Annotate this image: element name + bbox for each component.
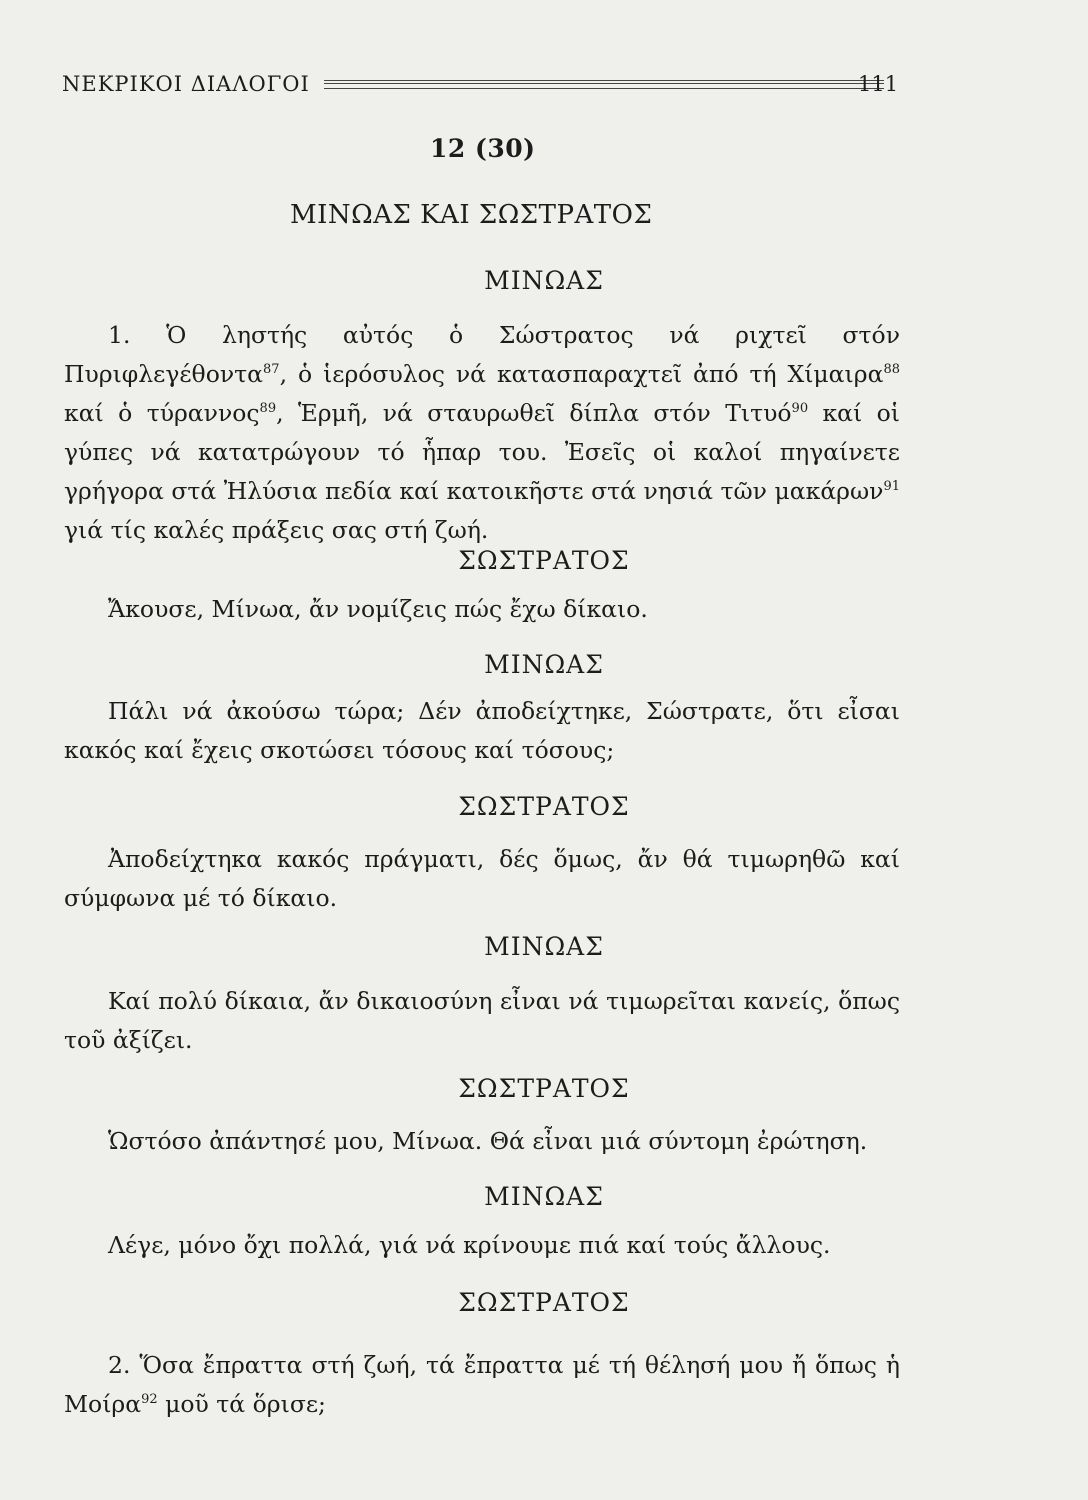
p1-text-4: , Ἑρμῆ, νά σταυρωθεῖ δίπλα στόν Τιτυό [276, 399, 792, 427]
paragraph-3 [64, 692, 900, 770]
p1-text-3: καί ὁ τύραννος [64, 399, 260, 427]
p8-text-2: μοῦ τά ὅρισε; [157, 1390, 326, 1418]
speaker-heading-minos: ΜΙΝΩΑΣ [484, 266, 604, 295]
p1-text-2: , ὁ ἱερόσυλος νά κατασπαραχτεῖ ἀπό τή Χίμαιρα [279, 360, 884, 388]
p2-text: Ἄκουσε, Μίνωα, ἄν νομίζεις πώς ἔχω δίκαιο. [108, 595, 648, 623]
p7-text: Λέγε, μόνο ὄχι πολλά, γιά νά κρίνουμε πιά καί τούς ἄλλους. [108, 1231, 831, 1259]
p5-text: Καί πολύ δίκαια, ἄν δικαιοσύνη εἶναι νά τιμωρεῖται κανείς, ὅπως τοῦ ἀξίζει. [64, 987, 900, 1054]
paragraph-6 [64, 1122, 900, 1161]
paragraph-1 [64, 316, 900, 550]
speaker-heading-sostratos: ΣΩΣΤΡΑΤΟΣ [458, 792, 630, 821]
speaker-heading-sostratos: ΣΩΣΤΡΑΤΟΣ [458, 546, 630, 575]
paragraph-7 [64, 1226, 900, 1265]
p4-text: Ἀποδείχτηκα κακός πράγματι, δές ὅμως, ἄν θά τιμωρηθῶ καί σύμφωνα μέ τό δίκαιο. [64, 845, 900, 912]
footnote-ref-91: 91 [883, 479, 900, 495]
speaker-heading-sostratos: ΣΩΣΤΡΑΤΟΣ [458, 1074, 630, 1103]
p1-text-1: 1. Ὁ ληστής αὐτός ὁ Σώστρατος νά ριχτεῖ στόν Πυριφλεγέθοντα [64, 321, 900, 388]
paragraph-2 [64, 590, 900, 629]
p1-text-6: γιά τίς καλές πράξεις σας στή ζωή. [64, 516, 489, 544]
paragraph-8 [64, 1346, 900, 1424]
page-number: 111 [858, 72, 899, 96]
p8-text-1: 2. Ὅσα ἔπραττα στή ζωή, τά ἔπραττα μέ τή θέλησή μου ἤ ὅπως ἡ Μοίρα [64, 1351, 900, 1418]
footnote-ref-92: 92 [141, 1392, 158, 1408]
footnote-ref-89: 89 [259, 401, 277, 417]
dialogue-title: ΜΙΝΩΑΣ ΚΑΙ ΣΩΣΤΡΑΤΟΣ [290, 200, 653, 230]
running-title: ΝΕΚΡΙΚΟΙ ΔΙΑΛΟΓΟΙ [62, 72, 310, 96]
speaker-heading-minos: ΜΙΝΩΑΣ [484, 650, 604, 679]
footnote-ref-87: 87 [263, 362, 280, 378]
speaker-heading-sostratos: ΣΩΣΤΡΑΤΟΣ [458, 1288, 630, 1317]
footnote-ref-88: 88 [883, 362, 900, 378]
p1-text-5: καί οἱ γύπες νά κατατρώγουν τό ἧπαρ του. Ἐσεῖς οἱ καλοί πηγαίνετε γρήγορα στά Ἠλύσια πεδία καί κατοικῆστε στά νησιά τῶν μακάρων [64, 399, 901, 505]
running-header [62, 64, 898, 104]
speaker-heading-minos: ΜΙΝΩΑΣ [484, 932, 604, 961]
paragraph-4 [64, 840, 900, 918]
p6-text: Ὡστόσο ἀπάντησέ μου, Μίνωα. Θά εἶναι μιά σύντομη ἐρώτηση. [108, 1127, 868, 1155]
header-rule [324, 80, 884, 89]
paragraph-5 [64, 982, 900, 1060]
footnote-ref-90: 90 [791, 401, 809, 417]
p3-text: Πάλι νά ἀκούσω τώρα; Δέν ἀποδείχτηκε, Σώστρατε, ὅτι εἶσαι κακός καί ἔχεις σκοτώσει τόσους καί τόσους; [64, 697, 900, 764]
speaker-heading-minos: ΜΙΝΩΑΣ [484, 1182, 604, 1211]
dialogue-number: 12 (30) [430, 134, 536, 163]
